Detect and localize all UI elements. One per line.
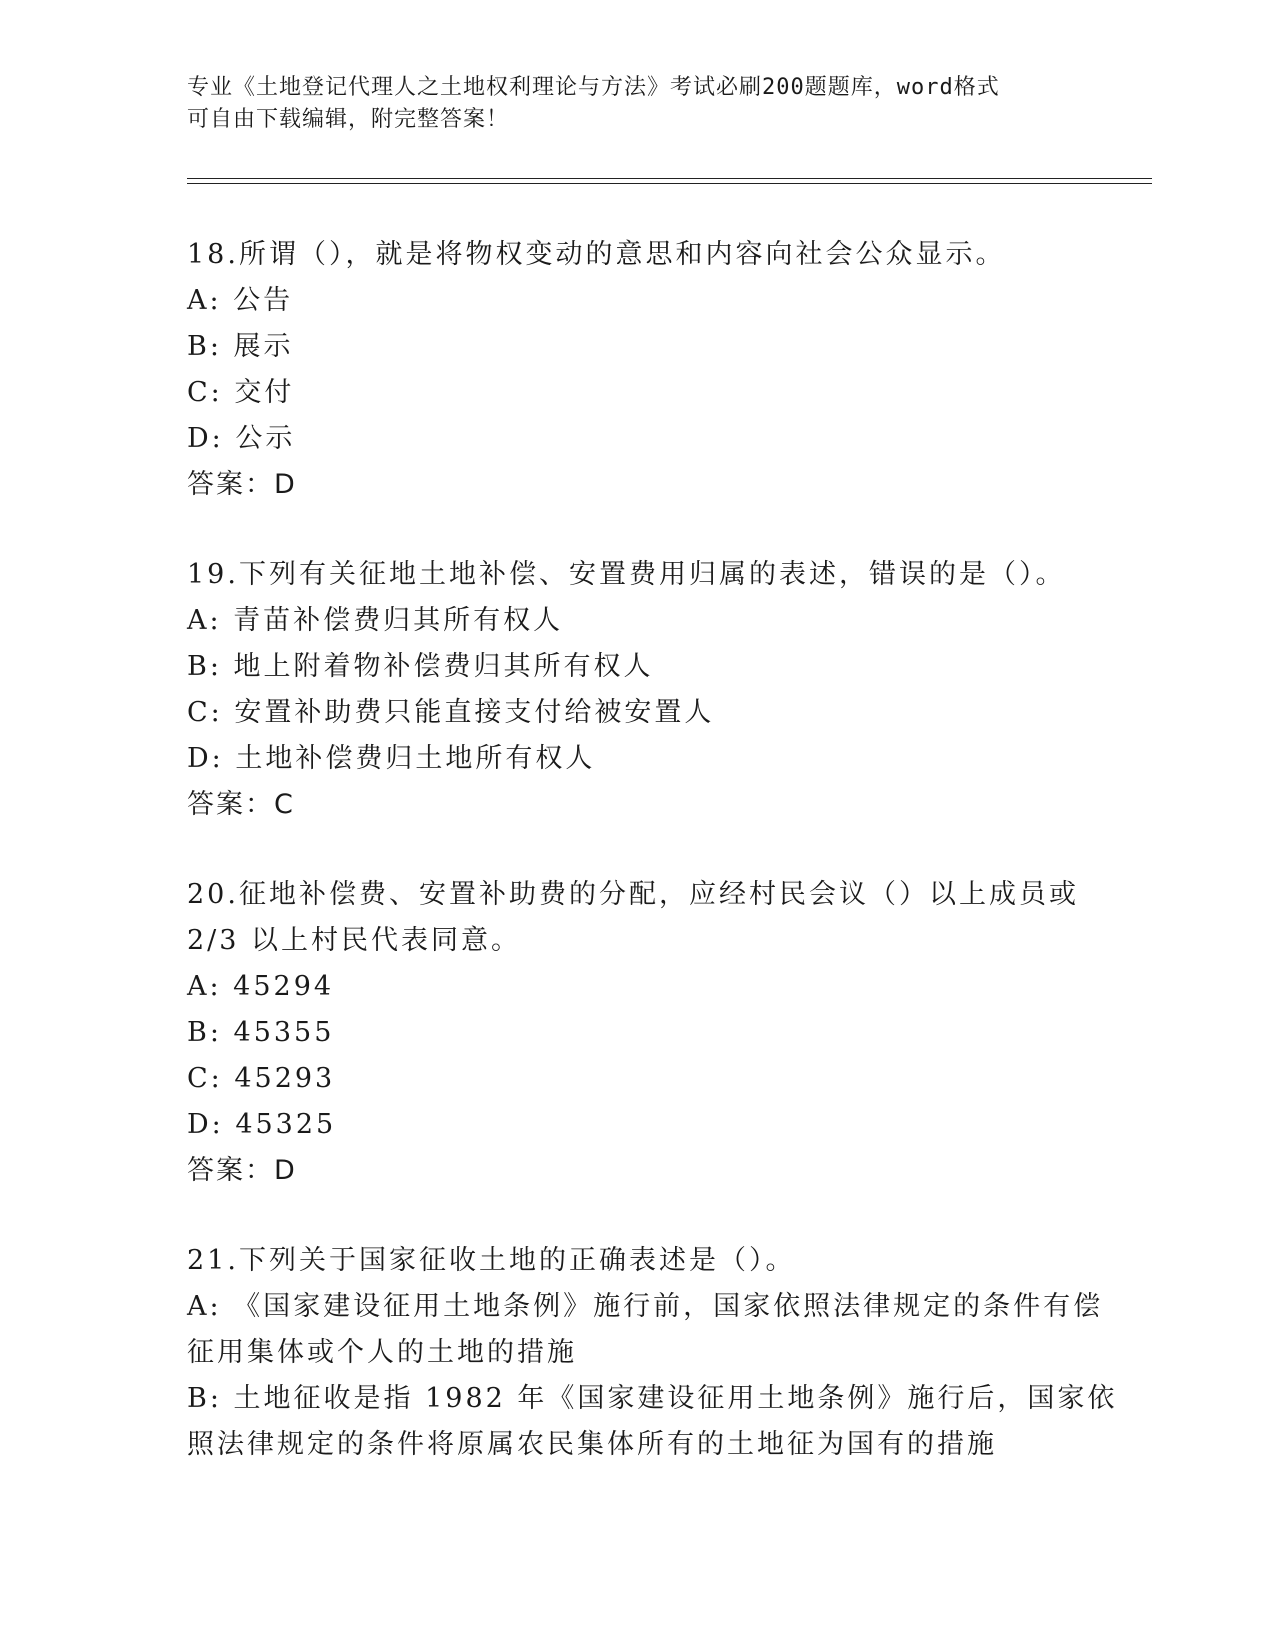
option-d: D: 45325 (187, 1109, 337, 1140)
option-b-continued: 照法律规定的条件将原属农民集体所有的土地征为国有的措施 (187, 1429, 997, 1460)
option-a: A: 青苗补偿费归其所有权人 (187, 605, 564, 636)
option-b: B: 土地征收是指 1982 年《国家建设征用土地条例》施行后，国家依 (187, 1383, 1118, 1414)
option-a: A: 45294 (187, 971, 335, 1002)
question-stem-continued: 2/3 以上村民代表同意。 (187, 925, 522, 956)
answer: 答案：D (187, 1155, 297, 1186)
question-18 (187, 232, 1087, 508)
question-stem: 21.下列关于国家征收土地的正确表述是（）。 (187, 1245, 796, 1276)
option-b: B: 展示 (187, 331, 294, 362)
document-header (187, 72, 1087, 136)
option-a: A: 公告 (187, 285, 294, 316)
option-b: B: 地上附着物补偿费归其所有权人 (187, 651, 654, 682)
option-a-continued: 征用集体或个人的土地的措施 (187, 1337, 577, 1368)
option-a: A: 《国家建设征用土地条例》施行前，国家依照法律规定的条件有偿 (187, 1291, 1104, 1322)
option-c: C: 45293 (187, 1063, 336, 1094)
question-21 (187, 1238, 1118, 1468)
answer: 答案：C (187, 789, 295, 820)
header-divider-top (187, 178, 1152, 179)
question-stem: 19.下列有关征地土地补偿、安置费用归属的表述，错误的是（）。 (187, 559, 1066, 590)
option-c: C: 安置补助费只能直接支付给被安置人 (187, 697, 715, 728)
question-stem: 20.征地补偿费、安置补助费的分配，应经村民会议（）以上成员或 (187, 879, 1079, 910)
question-stem: 18.所谓（），就是将物权变动的意思和内容向社会公众显示。 (187, 239, 1006, 270)
option-b: B: 45355 (187, 1017, 335, 1048)
header-line-2: 可自由下载编辑，附完整答案！ (187, 107, 510, 132)
header-divider-bottom (187, 183, 1152, 184)
answer: 答案：D (187, 469, 297, 500)
header-line-1: 专业《土地登记代理人之土地权利理论与方法》考试必刷200题题库，word格式 (187, 75, 1000, 100)
option-d: D: 土地补偿费归土地所有权人 (187, 743, 596, 774)
option-c: C: 交付 (187, 377, 295, 408)
question-19 (187, 552, 1087, 828)
option-d: D: 公示 (187, 423, 296, 454)
question-20 (187, 872, 1087, 1194)
